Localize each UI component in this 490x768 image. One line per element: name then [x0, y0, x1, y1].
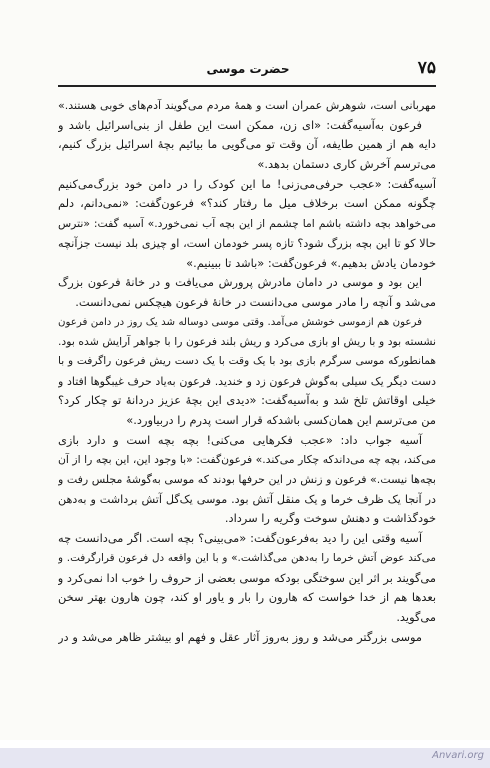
text-line: می‌خواهد بچه داشته باشم اما چشمم از این بچه آب نمی‌خورد.» آسیه گفت: «نترس: [58, 217, 436, 231]
text-line: مهربانی است، شوهرش عمران است و همهٔ مردم می‌گویند آدم‌های خوبی هستند.»: [58, 99, 436, 112]
text-line: می‌گوید.: [396, 609, 436, 624]
text-line: بعدها هم از خدا خواست که هارون را بار و یاور او کند، چون هارون بهتر سخن: [58, 590, 436, 605]
page-number: ۷۵: [417, 58, 436, 78]
text-line: چگونه ممکن است برخلاف میل ما رفتار کند؟» فرعون‌گفت: «نمی‌دانم، دلم: [58, 196, 436, 211]
bottom-band: [0, 748, 490, 768]
text-line: همانطورکه موسی سرگرم بازی بود با یک وقت با یک دست ریش فرعون راگرفت و با: [58, 354, 436, 367]
text-line: می‌شد و آنچه را مادر موسی می‌دانست در خانهٔ فرعون هیچکس نمی‌دانست.: [75, 294, 436, 309]
text-line: موسی بزرگتر می‌شد و روز به‌روز آثار عقل و فهم او بیشتر ظاهر می‌شد و در: [58, 629, 422, 644]
text-line: خودمان یادش بدهیم.» فرعون‌گفت: «باشد تا ببینیم.»: [186, 255, 436, 270]
text-line: می‌کند عوض آتش خرما را به‌دهن می‌گذاشت.» و با این واقعه دل فرعون قرارگرفت. و: [58, 551, 436, 564]
text-line: می‌گویند بر اثر این سوختگی بودکه موسی بعضی از حروف را خوب ادا نمی‌کرد و: [58, 570, 436, 585]
body-text: [58, 96, 436, 690]
text-line: دست دیگر یک سیلی به‌گوش فرعون زد و خندید. فرعون به‌یاد حرف غیبگوها افتاد و: [58, 374, 436, 388]
text-line: نشسته بود و با ریش او بازی می‌کرد و ریش بلند فرعون را با جواهر آرایش شده بود.: [58, 335, 436, 349]
text-line: آسیه وقتی این را دید به‌فرعون‌گفت: «می‌بینی؟ بچه است. اگر می‌دانست چه: [58, 531, 422, 546]
header-rule: [58, 85, 436, 87]
text-line: خیلی اوقاتش تلخ شد و به‌آسیه‌گفت: «دیدی این بچهٔ عزیز دردانهٔ تو چکار کرد؟: [58, 393, 436, 408]
text-line: حالا کو تا این بچه بزرگ شود؟ تازه پسر خودمان است، او چیزی بلد نیست جزآنچه: [58, 236, 436, 250]
text-line: می‌ترسم آخرش کاری دستمان بدهد.»: [257, 157, 436, 172]
watermark: Anvari.org: [432, 750, 484, 761]
text-line: فرعون هم ازموسی خوشش می‌آمد. وقتی موسی دوساله شد یک روز در دامن فرعون: [58, 316, 422, 328]
text-line: بچه‌ها نیست.» فرعون و زنش در این حرفها بودند که موسی به‌گوشهٔ مجلس رفت و: [58, 473, 436, 487]
text-line: من می‌ترسم این همان‌کسی باشدکه قرار است پدرم را دربیاورد.»: [126, 413, 436, 427]
running-title: حضرت موسی: [206, 62, 290, 76]
text-line: دایه هم از همین طایفه، آن وقت تو می‌گویی ما بیائیم بچهٔ اسرائیل بزرگ کنیم،: [58, 137, 436, 152]
text-line: فرعون به‌آسیه‌گفت: «ای زن، ممکن است این طفل از بنی‌اسرائیل باشد و: [58, 117, 422, 132]
page-header: [60, 58, 436, 86]
text-line: آسیه‌گفت: «عجب حرفی‌می‌زنی! ما این کودک را در دامن خود بزرگ‌می‌کنیم: [58, 176, 436, 191]
text-line: در آنجا یک ظرف خرما و یک منقل آتش بود. موسی یک‌گل آتش برداشت و به‌دهن: [58, 492, 436, 506]
text-line: می‌کند، بچه چه می‌داندکه چکار می‌کند.» فرعون‌گفت: «با وجود این، این بچه را از آن: [58, 453, 436, 467]
text-line: این بود و موسی در دامان مادرش پرورش می‌یافت و در خانهٔ فرعون بزرگ: [58, 275, 422, 290]
text-line: خودگذاشت و دهنش سوخت وگریه را سرداد.: [224, 511, 436, 526]
text-line: آسیه جواب داد: «عجب فکرهایی می‌کنی! بچه بچه است و دارد بازی: [58, 432, 422, 447]
